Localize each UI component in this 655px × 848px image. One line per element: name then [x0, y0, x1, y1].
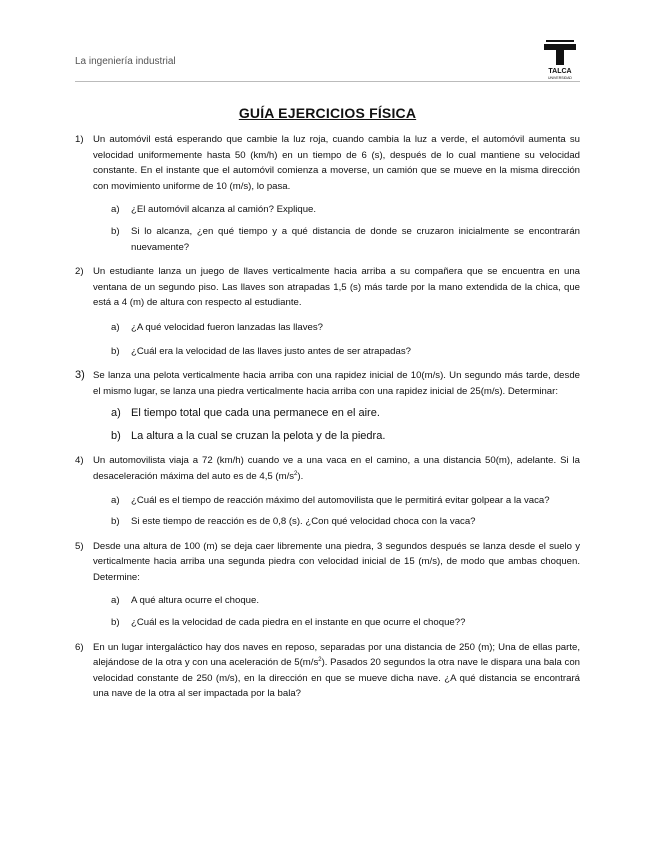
question-text: Un automovilista viaja a 72 (km/h) cuando ve a una vaca en el camino, a una distancia 50(m), adelante. Si la desaceleración máxima del auto es de 4,5 $(m/s^2)$. [93, 455, 580, 482]
question-2-a [75, 320, 580, 336]
sub-text: A qué altura ocurre el choque. [131, 595, 260, 607]
question-3-b [75, 428, 580, 444]
question-text: Un estudiante lanza un juego de llaves verticalmente hacia arriba a su compañera que se encuentra en una ventana de un segundo piso. Las llaves son atrapadas 1,5 (s) más tarde por la mano extendida de la chica, que está a 4 (m) de altura con respecto al estudiante. [93, 266, 580, 309]
question-number: 4) [75, 455, 84, 467]
sub-text: La altura a la cual se cruzan la pelota y de la piedra. [131, 430, 386, 443]
sub-letter: b) [111, 617, 120, 629]
question-number: 6) [75, 641, 84, 653]
question-number: 3) [75, 369, 85, 382]
exercise-list [75, 132, 580, 702]
question-1-b [75, 224, 580, 255]
question-1 [75, 132, 580, 194]
question-4-b [75, 514, 580, 530]
question-number: 2) [75, 266, 84, 278]
sub-letter: a) [111, 204, 120, 216]
question-1-a [75, 202, 580, 218]
sub-text: ¿El automóvil alcanza al camión? Explique. [131, 204, 317, 216]
sub-letter: b) [111, 516, 120, 528]
question-5-a [75, 593, 580, 609]
header-text: La ingeniería industrial [75, 56, 176, 67]
sub-text: ¿Cuál es la velocidad de cada piedra en el instante en que ocurre el choque?? [131, 617, 466, 629]
question-text: En un lugar intergaláctico hay dos naves en reposo, separadas por una distancia de 250 (m); Una de ellas parte, alejándose de la otra y con una aceleración de $5(m/s^2)$. Pasados 20 segundos la otra nave le dispara una bala con velocidad constante de 250 (m/s), en la dirección en que se mueve dicha nave. ¿A qué distancia se encontrará una nave de la otra al ser impactada por la bala? [93, 641, 580, 700]
question-5-b [75, 615, 580, 631]
question-text: Un automóvil está esperando que cambie la luz roja, cuando cambia la luz a verde, el automóvil aumenta su velocidad uniformemente hasta 50 (km/h) en un tiempo de 6 (s), después de lo cual mantiene su velocidad constante. En el instante que el automóvil comienza a moverse, un camión que se mueve en la misma dirección con movimiento uniforme de 10 (m/s), lo pasa. [93, 134, 580, 192]
sub-letter: b) [111, 345, 120, 357]
question-number: 5) [75, 540, 84, 552]
sub-text: ¿A qué velocidad fueron lanzadas las llaves? [131, 321, 323, 333]
page-title: GUÍA EJERCICIOS FÍSICA [238, 105, 417, 121]
question-2-b [75, 344, 580, 360]
question-6 [75, 640, 580, 702]
question-3-a [75, 405, 580, 421]
sub-letter: a) [111, 321, 120, 333]
question-text: Desde una altura de 100 (m) se deja caer libremente una piedra, 3 segundos después se lanza desde el suelo y verticalmente hacia arriba una segunda piedra con velocidad inicial de 15 (m/s), de modo que ambas choquen. Determine: [93, 540, 580, 583]
question-4-a [75, 493, 580, 509]
sub-letter: a) [111, 494, 120, 506]
sub-letter: a) [111, 595, 120, 607]
sub-text: ¿Cuál es el tiempo de reacción máximo del automovilista que le permitirá evitar golpear a la vaca? [131, 494, 550, 506]
sub-text: El tiempo total que cada una permanece en el aire. [131, 407, 380, 420]
question-5 [75, 539, 580, 586]
question-number: 1) [75, 134, 84, 145]
logo-text: TALCA [548, 68, 572, 75]
sub-letter: b) [111, 225, 120, 237]
sub-letter: a) [111, 407, 121, 420]
question-text: Se lanza una pelota verticalmente hacia arriba con una rapidez inicial de 10(m/s). Un segundo más tarde, desde el mismo lugar, se lanza una piedra verticalmente hacia arriba con una rapidez inicial de 25(m/s). Determinar: [93, 370, 580, 397]
sub-text: Si lo alcanza, ¿en qué tiempo y a qué distancia de donde se cruzaron inicialmente se encontrarán nuevamente? [131, 225, 580, 253]
question-4 [75, 453, 580, 484]
sub-text: Si este tiempo de reacción es de 0,8 (s). ¿Con qué velocidad choca con la vaca? [131, 516, 476, 528]
header-divider [75, 81, 580, 82]
sub-letter: b) [111, 430, 121, 443]
question-2 [75, 264, 580, 311]
sub-text: ¿Cuál era la velocidad de las llaves justo antes de ser atrapadas? [131, 345, 411, 357]
question-3 [75, 368, 580, 399]
logo-subtext: UNIVERSIDAD [548, 76, 572, 80]
